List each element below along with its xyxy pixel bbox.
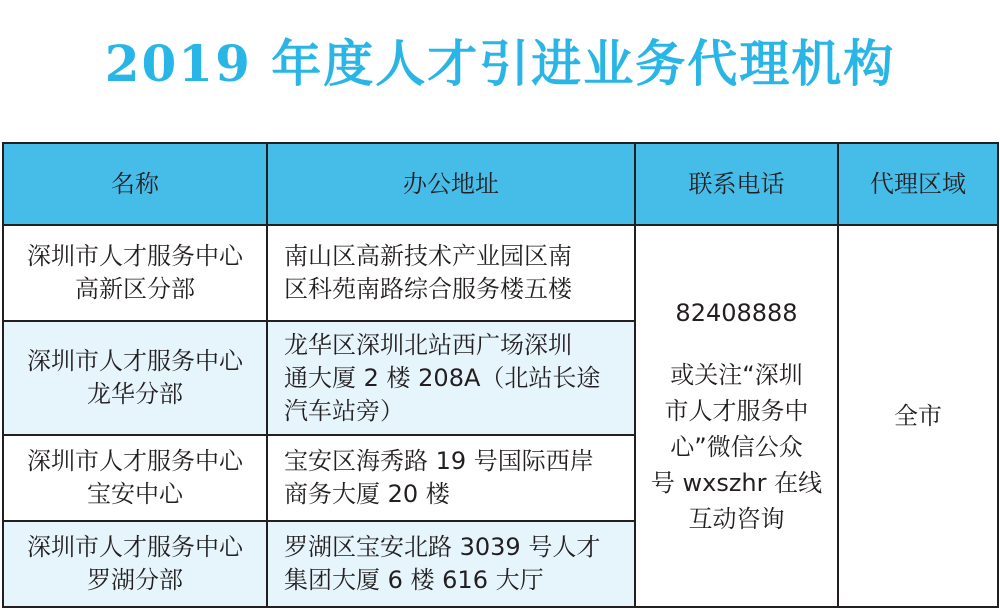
header-region: 代理区域	[838, 143, 998, 225]
table-row	[3, 225, 998, 321]
contact-note-line: 市人才服务中	[664, 397, 809, 425]
region-cell: 全市	[838, 225, 998, 607]
contact-note-line: 或关注“深圳	[670, 361, 803, 389]
agency-address: 宝安区海秀路 19 号国际西岸 商务大厦 20 楼	[267, 435, 635, 521]
header-name: 名称	[3, 143, 267, 225]
agency-address: 龙华区深圳北站西广场深圳 通大厦 2 楼 208A（北站长途 汽车站旁）	[267, 321, 635, 435]
agency-address: 罗湖区宝安北路 3039 号人才 集团大厦 6 楼 616 大厅	[267, 521, 635, 607]
table-header-row	[3, 143, 998, 225]
page-title: 2019 年度人才引进业务代理机构	[104, 34, 896, 93]
agency-table	[2, 142, 999, 608]
contact-note-line: 互动咨询	[688, 505, 785, 533]
agency-address: 南山区高新技术产业园区南 区科苑南路综合服务楼五楼	[267, 225, 635, 321]
agency-name: 深圳市人才服务中心 宝安中心	[3, 435, 267, 521]
contact-phone: 82408888	[675, 299, 798, 327]
agency-name: 深圳市人才服务中心 高新区分部	[3, 225, 267, 321]
contact-cell	[635, 225, 838, 607]
agency-name: 深圳市人才服务中心 罗湖分部	[3, 521, 267, 607]
header-phone: 联系电话	[635, 143, 838, 225]
contact-note-line: 心”微信公众	[670, 433, 803, 461]
header-address: 办公地址	[267, 143, 635, 225]
agency-name: 深圳市人才服务中心 龙华分部	[3, 321, 267, 435]
contact-note-line: 号 wxszhr 在线	[650, 469, 823, 497]
